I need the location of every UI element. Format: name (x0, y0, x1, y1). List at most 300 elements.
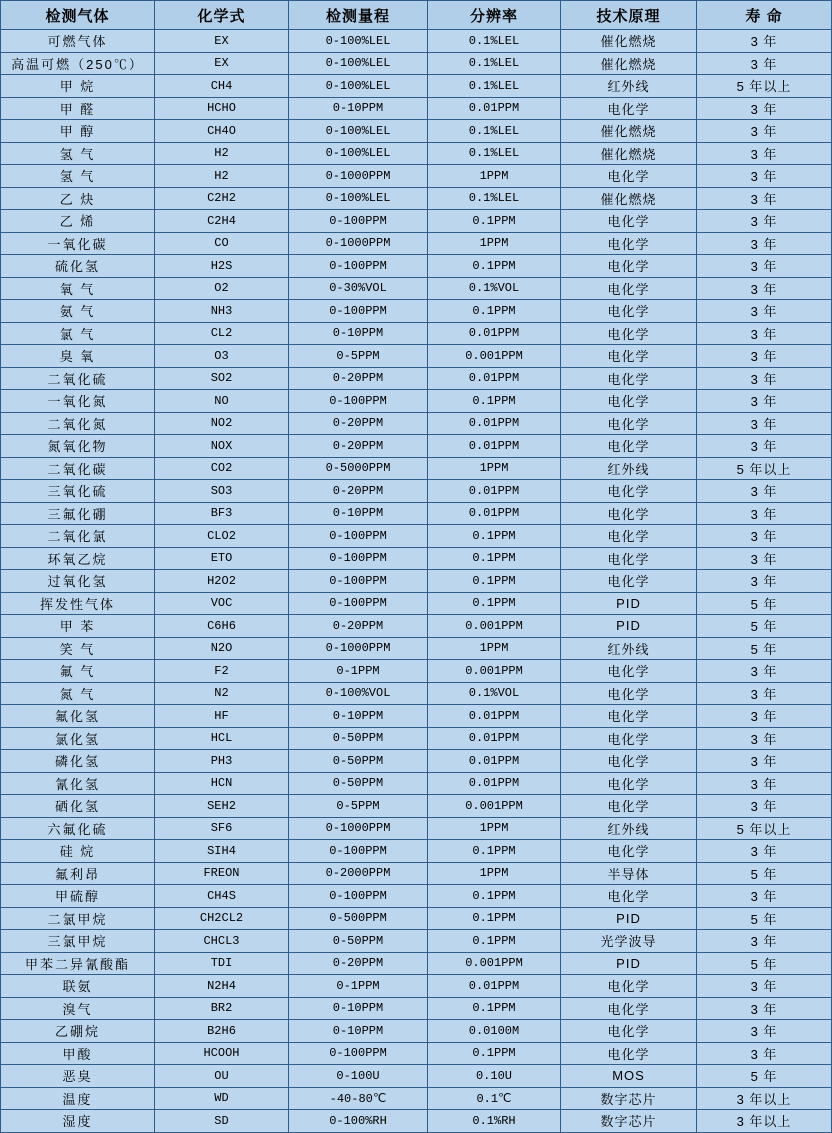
header-row (1, 1, 832, 30)
cell-lifetime: 3 年 (697, 930, 832, 953)
cell-range: 0-100PPM (289, 210, 428, 233)
table-row (1, 480, 832, 503)
table-row (1, 142, 832, 165)
cell-gas: 二氧化硫 (1, 367, 155, 390)
cell-gas: 一氧化碳 (1, 232, 155, 255)
cell-formula: O3 (155, 345, 289, 368)
cell-lifetime: 5 年 (697, 952, 832, 975)
table-row (1, 637, 832, 660)
cell-principle: 电化学 (561, 97, 697, 120)
cell-formula: HCOOH (155, 1042, 289, 1065)
cell-lifetime: 3 年 (697, 300, 832, 323)
cell-lifetime: 3 年 (697, 772, 832, 795)
cell-resolution: 0.1%VOL (428, 682, 561, 705)
cell-gas: 二氧化氯 (1, 525, 155, 548)
table-row (1, 817, 832, 840)
cell-gas: 氮氧化物 (1, 435, 155, 458)
cell-gas: 过氧化氢 (1, 570, 155, 593)
cell-principle: 电化学 (561, 255, 697, 278)
table-row (1, 120, 832, 143)
cell-gas: 氯 气 (1, 322, 155, 345)
cell-resolution: 1PPM (428, 232, 561, 255)
cell-formula: N2 (155, 682, 289, 705)
cell-formula: CL2 (155, 322, 289, 345)
cell-formula: CO (155, 232, 289, 255)
cell-formula: HCL (155, 727, 289, 750)
cell-gas: 乙 烯 (1, 210, 155, 233)
cell-formula: BR2 (155, 997, 289, 1020)
cell-lifetime: 3 年 (697, 232, 832, 255)
cell-resolution: 0.1%LEL (428, 187, 561, 210)
cell-principle: 半导体 (561, 862, 697, 885)
cell-lifetime: 3 年 (697, 435, 832, 458)
column-header-principle: 技术原理 (561, 1, 697, 30)
cell-range: 0-100%LEL (289, 142, 428, 165)
cell-lifetime: 5 年以上 (697, 75, 832, 98)
cell-principle: 电化学 (561, 165, 697, 188)
cell-principle: PID (561, 592, 697, 615)
cell-formula: H2S (155, 255, 289, 278)
cell-range: 0-100PPM (289, 592, 428, 615)
table-row (1, 930, 832, 953)
cell-gas: 笑 气 (1, 637, 155, 660)
cell-resolution: 0.01PPM (428, 367, 561, 390)
cell-range: 0-100U (289, 1065, 428, 1088)
cell-gas: 三氟化硼 (1, 502, 155, 525)
cell-range: 0-30%VOL (289, 277, 428, 300)
column-header-resolution: 分辨率 (428, 1, 561, 30)
cell-range: 0-100%LEL (289, 75, 428, 98)
cell-range: 0-100PPM (289, 570, 428, 593)
table-row (1, 502, 832, 525)
cell-principle: 电化学 (561, 1042, 697, 1065)
cell-principle: 催化燃烧 (561, 142, 697, 165)
table-row (1, 772, 832, 795)
cell-lifetime: 3 年 (697, 390, 832, 413)
cell-resolution: 0.1%RH (428, 1110, 561, 1133)
cell-lifetime: 3 年 (697, 412, 832, 435)
cell-principle: 电化学 (561, 412, 697, 435)
table-row (1, 435, 832, 458)
cell-lifetime: 3 年 (697, 345, 832, 368)
cell-gas: 甲 苯 (1, 615, 155, 638)
cell-gas: 恶臭 (1, 1065, 155, 1088)
cell-lifetime: 3 年 (697, 30, 832, 53)
cell-principle: 电化学 (561, 682, 697, 705)
cell-principle: PID (561, 907, 697, 930)
cell-lifetime: 5 年 (697, 637, 832, 660)
cell-formula: N2O (155, 637, 289, 660)
cell-range: 0-100%VOL (289, 682, 428, 705)
cell-lifetime: 3 年 (697, 255, 832, 278)
cell-lifetime: 3 年 (697, 97, 832, 120)
cell-gas: 氮 气 (1, 682, 155, 705)
cell-range: 0-1PPM (289, 975, 428, 998)
cell-resolution: 0.1PPM (428, 525, 561, 548)
cell-range: 0-10PPM (289, 322, 428, 345)
cell-gas: 三氯甲烷 (1, 930, 155, 953)
cell-principle: 电化学 (561, 480, 697, 503)
table-row (1, 1042, 832, 1065)
table-row (1, 660, 832, 683)
cell-range: 0-1000PPM (289, 165, 428, 188)
cell-formula: CLO2 (155, 525, 289, 548)
cell-range: 0-50PPM (289, 727, 428, 750)
table-row (1, 727, 832, 750)
table-row (1, 615, 832, 638)
table-row (1, 997, 832, 1020)
table-row (1, 952, 832, 975)
cell-resolution: 0.01PPM (428, 480, 561, 503)
cell-gas: 可燃气体 (1, 30, 155, 53)
cell-range: 0-10PPM (289, 997, 428, 1020)
cell-gas: 磷化氢 (1, 750, 155, 773)
cell-formula: TDI (155, 952, 289, 975)
cell-lifetime: 5 年 (697, 615, 832, 638)
cell-gas: 甲酸 (1, 1042, 155, 1065)
cell-resolution: 0.01PPM (428, 975, 561, 998)
cell-principle: 电化学 (561, 840, 697, 863)
cell-lifetime: 3 年以上 (697, 1087, 832, 1110)
cell-principle: 电化学 (561, 525, 697, 548)
table-header (1, 1, 832, 30)
cell-principle: 电化学 (561, 795, 697, 818)
cell-resolution: 0.001PPM (428, 615, 561, 638)
cell-gas: 氟化氢 (1, 705, 155, 728)
cell-gas: 三氧化硫 (1, 480, 155, 503)
cell-resolution: 0.01PPM (428, 750, 561, 773)
cell-lifetime: 3 年 (697, 187, 832, 210)
cell-formula: F2 (155, 660, 289, 683)
cell-range: 0-10PPM (289, 502, 428, 525)
cell-range: 0-100PPM (289, 1042, 428, 1065)
cell-principle: 电化学 (561, 997, 697, 1020)
cell-resolution: 0.01PPM (428, 435, 561, 458)
cell-lifetime: 3 年 (697, 682, 832, 705)
cell-resolution: 0.1PPM (428, 930, 561, 953)
cell-principle: 电化学 (561, 322, 697, 345)
cell-principle: 电化学 (561, 390, 697, 413)
cell-range: 0-5000PPM (289, 457, 428, 480)
table-row (1, 412, 832, 435)
cell-gas: 氰化氢 (1, 772, 155, 795)
cell-formula: C2H2 (155, 187, 289, 210)
cell-gas: 甲 烷 (1, 75, 155, 98)
cell-range: 0-1PPM (289, 660, 428, 683)
cell-resolution: 0.001PPM (428, 952, 561, 975)
cell-resolution: 1PPM (428, 637, 561, 660)
cell-range: 0-10PPM (289, 1020, 428, 1043)
cell-gas: 甲 醇 (1, 120, 155, 143)
cell-range: 0-100PPM (289, 885, 428, 908)
cell-formula: CH2CL2 (155, 907, 289, 930)
table-row (1, 975, 832, 998)
cell-resolution: 0.01PPM (428, 705, 561, 728)
cell-formula: C2H4 (155, 210, 289, 233)
cell-formula: BF3 (155, 502, 289, 525)
cell-principle: 电化学 (561, 277, 697, 300)
cell-resolution: 0.1PPM (428, 885, 561, 908)
cell-formula: SO3 (155, 480, 289, 503)
cell-gas: 联氨 (1, 975, 155, 998)
cell-formula: NH3 (155, 300, 289, 323)
cell-formula: PH3 (155, 750, 289, 773)
cell-principle: 电化学 (561, 300, 697, 323)
table-row (1, 547, 832, 570)
cell-formula: CH4O (155, 120, 289, 143)
cell-resolution: 0.1PPM (428, 255, 561, 278)
cell-resolution: 0.1PPM (428, 300, 561, 323)
cell-resolution: 0.1PPM (428, 210, 561, 233)
cell-resolution: 0.1PPM (428, 907, 561, 930)
cell-lifetime: 3 年 (697, 525, 832, 548)
cell-formula: HCN (155, 772, 289, 795)
cell-resolution: 0.01PPM (428, 322, 561, 345)
cell-lifetime: 5 年以上 (697, 457, 832, 480)
cell-principle: 电化学 (561, 660, 697, 683)
table-row (1, 187, 832, 210)
cell-range: 0-5PPM (289, 795, 428, 818)
cell-range: 0-20PPM (289, 615, 428, 638)
cell-range: 0-100PPM (289, 840, 428, 863)
table-row (1, 1087, 832, 1110)
cell-formula: CHCL3 (155, 930, 289, 953)
table-row (1, 232, 832, 255)
cell-principle: 电化学 (561, 502, 697, 525)
cell-lifetime: 3 年 (697, 547, 832, 570)
cell-range: 0-100%LEL (289, 187, 428, 210)
cell-gas: 甲硫醇 (1, 885, 155, 908)
cell-gas: 二氧化碳 (1, 457, 155, 480)
cell-range: 0-2000PPM (289, 862, 428, 885)
cell-lifetime: 3 年 (697, 750, 832, 773)
cell-gas: 臭 氧 (1, 345, 155, 368)
cell-range: 0-20PPM (289, 952, 428, 975)
table-row (1, 300, 832, 323)
cell-resolution: 0.01PPM (428, 772, 561, 795)
table-row (1, 525, 832, 548)
cell-range: 0-100PPM (289, 255, 428, 278)
cell-lifetime: 5 年 (697, 1065, 832, 1088)
cell-principle: 电化学 (561, 547, 697, 570)
cell-range: 0-100PPM (289, 300, 428, 323)
cell-principle: 电化学 (561, 435, 697, 458)
cell-range: 0-100PPM (289, 390, 428, 413)
cell-principle: PID (561, 952, 697, 975)
table-row (1, 907, 832, 930)
cell-formula: EX (155, 52, 289, 75)
cell-formula: SEH2 (155, 795, 289, 818)
cell-principle: 催化燃烧 (561, 187, 697, 210)
cell-lifetime: 3 年 (697, 885, 832, 908)
cell-principle: PID (561, 615, 697, 638)
table-row (1, 390, 832, 413)
cell-lifetime: 3 年 (697, 120, 832, 143)
cell-resolution: 0.1%LEL (428, 120, 561, 143)
cell-formula: C6H6 (155, 615, 289, 638)
cell-resolution: 1PPM (428, 165, 561, 188)
cell-formula: SO2 (155, 367, 289, 390)
cell-resolution: 0.1PPM (428, 390, 561, 413)
cell-resolution: 0.10U (428, 1065, 561, 1088)
cell-lifetime: 3 年 (697, 1042, 832, 1065)
cell-principle: 电化学 (561, 1020, 697, 1043)
cell-formula: N2H4 (155, 975, 289, 998)
cell-resolution: 1PPM (428, 457, 561, 480)
cell-principle: 催化燃烧 (561, 30, 697, 53)
table-row (1, 255, 832, 278)
cell-resolution: 0.01PPM (428, 97, 561, 120)
cell-gas: 湿度 (1, 1110, 155, 1133)
cell-range: 0-50PPM (289, 750, 428, 773)
cell-principle: 电化学 (561, 570, 697, 593)
cell-lifetime: 3 年 (697, 727, 832, 750)
cell-principle: 光学波导 (561, 930, 697, 953)
cell-formula: B2H6 (155, 1020, 289, 1043)
cell-gas: 氨 气 (1, 300, 155, 323)
cell-resolution: 0.01PPM (428, 412, 561, 435)
cell-gas: 乙硼烷 (1, 1020, 155, 1043)
cell-resolution: 0.1%LEL (428, 75, 561, 98)
cell-lifetime: 3 年 (697, 367, 832, 390)
table-row (1, 322, 832, 345)
cell-range: 0-20PPM (289, 480, 428, 503)
table-body (1, 30, 832, 1133)
cell-principle: 电化学 (561, 750, 697, 773)
cell-principle: 电化学 (561, 705, 697, 728)
cell-range: 0-1000PPM (289, 232, 428, 255)
cell-principle: 电化学 (561, 210, 697, 233)
cell-lifetime: 3 年 (697, 570, 832, 593)
cell-lifetime: 3 年 (697, 975, 832, 998)
cell-lifetime: 3 年 (697, 502, 832, 525)
cell-principle: MOS (561, 1065, 697, 1088)
cell-range: 0-100%LEL (289, 30, 428, 53)
cell-range: 0-50PPM (289, 930, 428, 953)
cell-gas: 甲 醛 (1, 97, 155, 120)
table-row (1, 750, 832, 773)
cell-resolution: 0.001PPM (428, 795, 561, 818)
cell-gas: 硫化氢 (1, 255, 155, 278)
cell-principle: 电化学 (561, 727, 697, 750)
cell-formula: HF (155, 705, 289, 728)
cell-lifetime: 3 年 (697, 1020, 832, 1043)
cell-resolution: 0.001PPM (428, 660, 561, 683)
cell-resolution: 0.1%LEL (428, 142, 561, 165)
cell-gas: 氢 气 (1, 165, 155, 188)
cell-gas: 一氧化氮 (1, 390, 155, 413)
cell-formula: NO (155, 390, 289, 413)
cell-principle: 电化学 (561, 232, 697, 255)
cell-resolution: 0.001PPM (428, 345, 561, 368)
cell-gas: 氯化氢 (1, 727, 155, 750)
table-row (1, 1065, 832, 1088)
cell-formula: CH4S (155, 885, 289, 908)
cell-lifetime: 3 年 (697, 322, 832, 345)
cell-resolution: 0.1PPM (428, 547, 561, 570)
cell-lifetime: 3 年以上 (697, 1110, 832, 1133)
cell-gas: 高温可燃（250℃） (1, 52, 155, 75)
cell-lifetime: 3 年 (697, 997, 832, 1020)
cell-range: 0-10PPM (289, 705, 428, 728)
table-row (1, 862, 832, 885)
cell-gas: 二氯甲烷 (1, 907, 155, 930)
table-row (1, 795, 832, 818)
cell-principle: 红外线 (561, 75, 697, 98)
table-row (1, 570, 832, 593)
cell-range: 0-100%RH (289, 1110, 428, 1133)
cell-resolution: 1PPM (428, 817, 561, 840)
cell-principle: 电化学 (561, 975, 697, 998)
cell-lifetime: 3 年 (697, 52, 832, 75)
cell-range: 0-100%LEL (289, 52, 428, 75)
cell-lifetime: 3 年 (697, 210, 832, 233)
cell-resolution: 0.01PPM (428, 502, 561, 525)
cell-principle: 催化燃烧 (561, 52, 697, 75)
cell-formula: CH4 (155, 75, 289, 98)
cell-lifetime: 3 年 (697, 840, 832, 863)
cell-range: 0-100PPM (289, 525, 428, 548)
cell-principle: 催化燃烧 (561, 120, 697, 143)
cell-gas: 硅 烷 (1, 840, 155, 863)
table-row (1, 682, 832, 705)
cell-formula: OU (155, 1065, 289, 1088)
cell-range: 0-5PPM (289, 345, 428, 368)
cell-formula: SF6 (155, 817, 289, 840)
cell-gas: 氧 气 (1, 277, 155, 300)
column-header-range: 检测量程 (289, 1, 428, 30)
cell-formula: NO2 (155, 412, 289, 435)
table-row (1, 1110, 832, 1133)
cell-lifetime: 5 年以上 (697, 817, 832, 840)
cell-lifetime: 3 年 (697, 480, 832, 503)
cell-principle: 电化学 (561, 367, 697, 390)
cell-lifetime: 3 年 (697, 165, 832, 188)
table-row (1, 97, 832, 120)
cell-principle: 电化学 (561, 345, 697, 368)
cell-lifetime: 3 年 (697, 795, 832, 818)
cell-lifetime: 3 年 (697, 142, 832, 165)
cell-lifetime: 3 年 (697, 277, 832, 300)
cell-formula: SIH4 (155, 840, 289, 863)
cell-resolution: 0.1%LEL (428, 30, 561, 53)
cell-range: 0-100PPM (289, 547, 428, 570)
cell-resolution: 0.1PPM (428, 840, 561, 863)
cell-gas: 环氧乙烷 (1, 547, 155, 570)
cell-gas: 乙 炔 (1, 187, 155, 210)
cell-formula: H2 (155, 142, 289, 165)
cell-formula: SD (155, 1110, 289, 1133)
table-row (1, 277, 832, 300)
cell-gas: 氟 气 (1, 660, 155, 683)
cell-principle: 数字芯片 (561, 1110, 697, 1133)
table-row (1, 30, 832, 53)
cell-resolution: 0.1%VOL (428, 277, 561, 300)
table-row (1, 1020, 832, 1043)
cell-principle: 电化学 (561, 885, 697, 908)
cell-lifetime: 3 年 (697, 705, 832, 728)
cell-lifetime: 5 年 (697, 592, 832, 615)
cell-resolution: 0.0100M (428, 1020, 561, 1043)
table-row (1, 345, 832, 368)
cell-range: 0-500PPM (289, 907, 428, 930)
column-header-lifetime: 寿 命 (697, 1, 832, 30)
cell-formula: HCHO (155, 97, 289, 120)
cell-range: 0-1000PPM (289, 817, 428, 840)
cell-gas: 二氧化氮 (1, 412, 155, 435)
cell-formula: NOX (155, 435, 289, 458)
cell-formula: EX (155, 30, 289, 53)
